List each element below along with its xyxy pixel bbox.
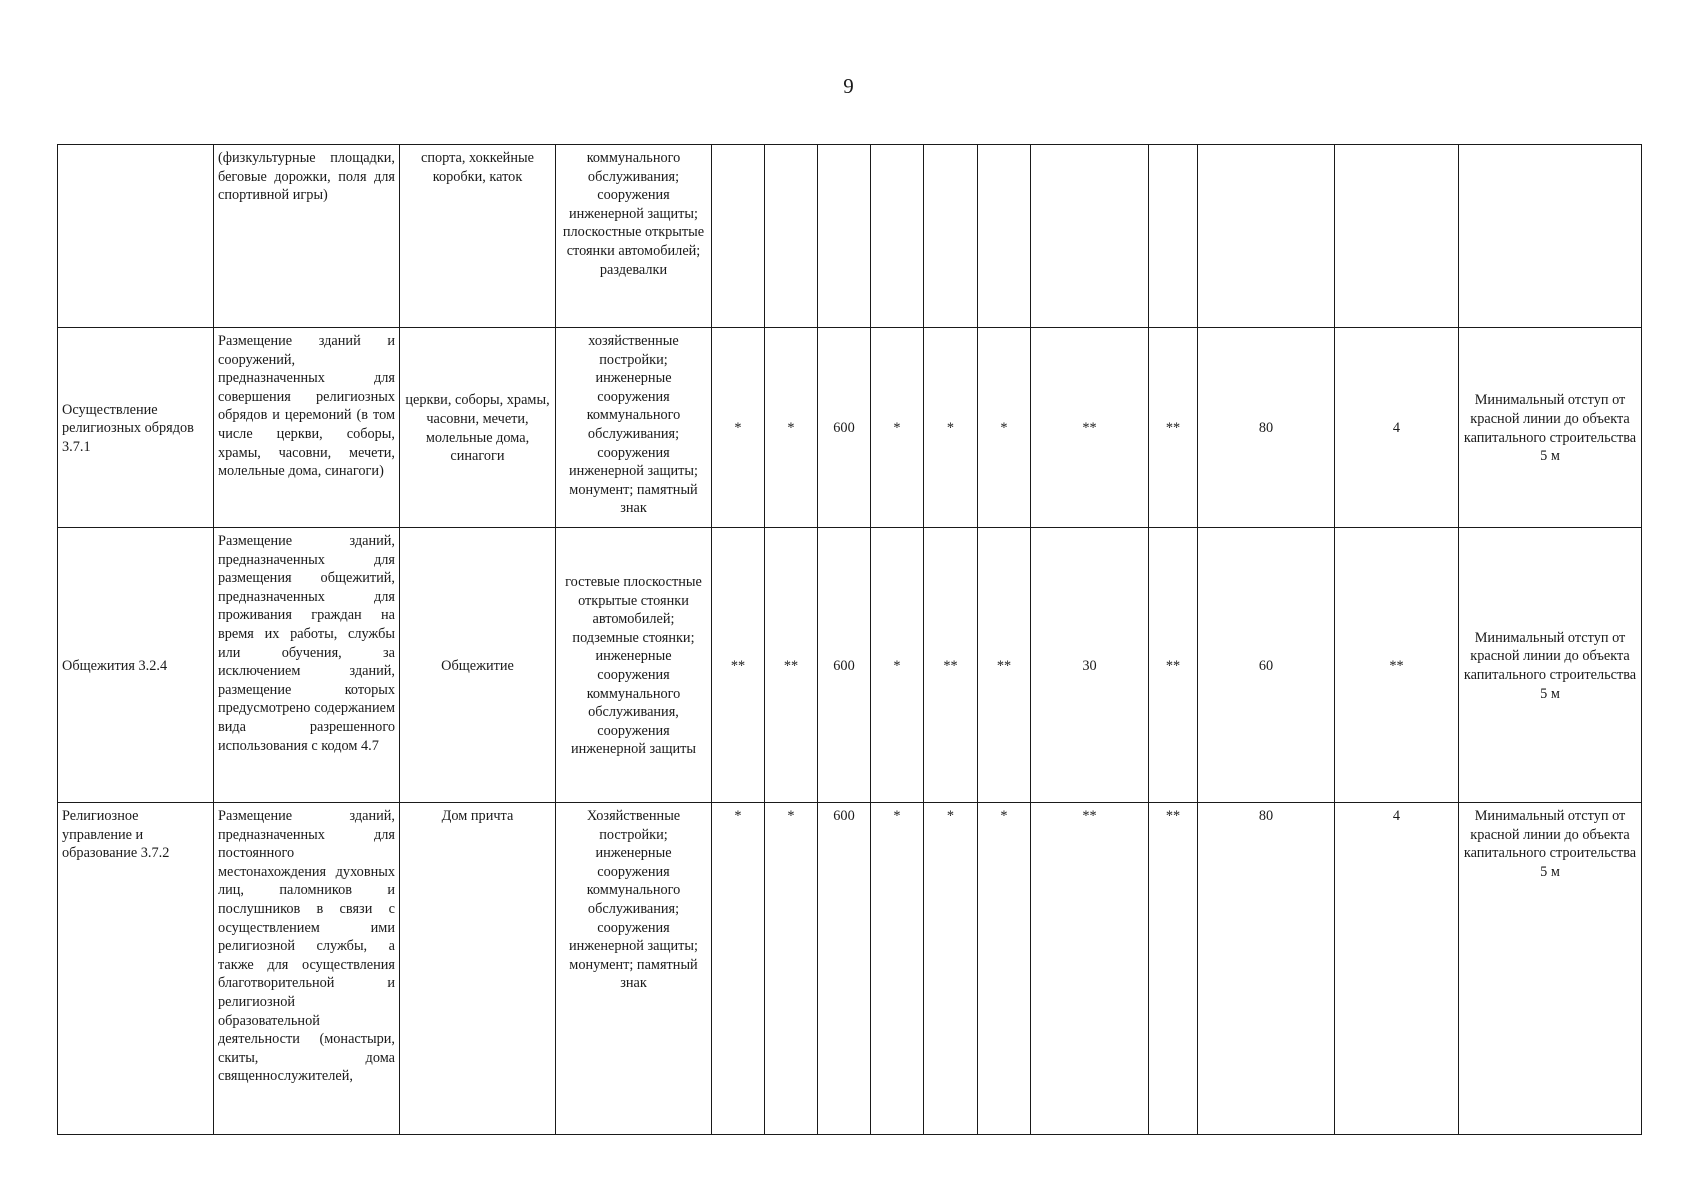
main-objects-cell: Общежитие — [400, 528, 556, 803]
land-use-type-cell: Общежития 3.2.4 — [58, 528, 214, 803]
param-cell: ** — [765, 528, 818, 803]
param-cell: * — [712, 328, 765, 528]
table-row — [58, 145, 1642, 328]
param-cell: * — [978, 328, 1031, 528]
param-cell: ** — [1149, 328, 1198, 528]
param-cell: ** — [924, 528, 978, 803]
notes-cell: Минимальный отступ от красной линии до объекта капитального строительства 5 м — [1459, 328, 1642, 528]
auxiliary-objects-cell: гостевые плоскостные открытые стоянки автомобилей; подземные стоянки; инженерные сооружения коммунального обслуживания, сооружения инженерной защиты — [556, 528, 712, 803]
param-cell — [1335, 145, 1459, 328]
param-cell — [818, 145, 871, 328]
land-use-type-cell: Религиозное управление и образование 3.7.2 — [58, 803, 214, 1135]
param-cell: 4 — [1335, 803, 1459, 1135]
table-row — [58, 528, 1642, 803]
description-cell: (физкультурные площадки, беговые дорожки, поля для спортивной игры) — [214, 145, 400, 328]
param-cell: 80 — [1198, 328, 1335, 528]
param-cell: 30 — [1031, 528, 1149, 803]
param-cell — [712, 145, 765, 328]
param-cell: * — [712, 803, 765, 1135]
auxiliary-objects-cell: коммунального обслуживания; сооружения инженерной защиты; плоскостные открытые стоянки автомобилей; раздевалки — [556, 145, 712, 328]
param-cell: ** — [1335, 528, 1459, 803]
description-cell: Размещение зданий, предназначенных для постоянного местонахождения духовных лиц, паломников и послушников в связи с осуществлением ими религиозной службы, а также для осуществления благотворительной и религиозной образовательной деятельности (монастыри, скиты, дома священнослужителей, — [214, 803, 400, 1135]
param-cell: ** — [1031, 803, 1149, 1135]
description-cell: Размещение зданий и сооружений, предназначенных для совершения религиозных обрядов и церемоний (в том числе церкви, соборы, храмы, часовни, мечети, молельные дома, синагоги) — [214, 328, 400, 528]
param-cell: * — [978, 803, 1031, 1135]
land-use-type-cell: Осуществление религиозных обрядов 3.7.1 — [58, 328, 214, 528]
param-cell — [765, 145, 818, 328]
param-cell: ** — [978, 528, 1031, 803]
param-cell: ** — [1149, 803, 1198, 1135]
param-cell — [1031, 145, 1149, 328]
param-cell: 600 — [818, 328, 871, 528]
table-row — [58, 328, 1642, 528]
param-cell — [871, 145, 924, 328]
param-cell: 80 — [1198, 803, 1335, 1135]
param-cell: ** — [712, 528, 765, 803]
param-cell: * — [765, 803, 818, 1135]
main-objects-cell: Дом причта — [400, 803, 556, 1135]
notes-cell: Минимальный отступ от красной линии до объекта капитального строительства 5 м — [1459, 528, 1642, 803]
param-cell: 60 — [1198, 528, 1335, 803]
param-cell: 600 — [818, 528, 871, 803]
param-cell: * — [871, 328, 924, 528]
notes-cell: Минимальный отступ от красной линии до объекта капитального строительства 5 м — [1459, 803, 1642, 1135]
land-use-type-cell — [58, 145, 214, 328]
main-objects-cell: спорта, хоккейные коробки, каток — [400, 145, 556, 328]
description-cell: Размещение зданий, предназначенных для размещения общежитий, предназначенных для проживания граждан на время их работы, службы или обучения, за исключением зданий, размещение которых предусмотрено содержанием вида разрешенного использования с кодом 4.7 — [214, 528, 400, 803]
param-cell: ** — [1149, 528, 1198, 803]
land-use-regulations-table — [57, 144, 1642, 1135]
param-cell: ** — [1031, 328, 1149, 528]
param-cell: * — [871, 528, 924, 803]
param-cell: * — [871, 803, 924, 1135]
param-cell: 600 — [818, 803, 871, 1135]
auxiliary-objects-cell: Хозяйственные постройки; инженерные сооружения коммунального обслуживания; сооружения инженерной защиты; монумент; памятный знак — [556, 803, 712, 1135]
param-cell — [978, 145, 1031, 328]
param-cell — [1149, 145, 1198, 328]
param-cell: * — [924, 328, 978, 528]
auxiliary-objects-cell: хозяйственные постройки; инженерные сооружения коммунального обслуживания; сооружения инженерной защиты; монумент; памятный знак — [556, 328, 712, 528]
param-cell: * — [765, 328, 818, 528]
notes-cell — [1459, 145, 1642, 328]
param-cell: 4 — [1335, 328, 1459, 528]
main-objects-cell: церкви, соборы, храмы, часовни, мечети, молельные дома, синагоги — [400, 328, 556, 528]
param-cell: * — [924, 803, 978, 1135]
param-cell — [924, 145, 978, 328]
table-row — [58, 803, 1642, 1135]
page-number: 9 — [843, 74, 854, 98]
param-cell — [1198, 145, 1335, 328]
